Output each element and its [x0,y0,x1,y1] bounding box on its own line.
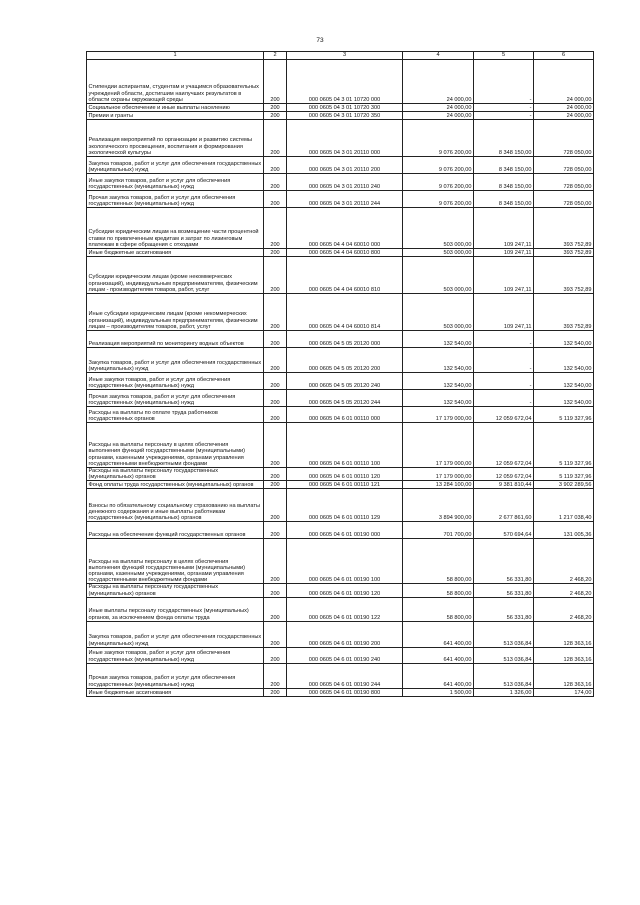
row-name: Премии и гранты [87,112,264,120]
row-approved-amount: 13 284 100,00 [403,481,474,489]
row-name: Закупка товаров, работ и услуг для обеспечения государственных (муниципальных) нужд [87,157,264,174]
table-row [87,539,594,584]
row-line-code: 200 [264,522,287,539]
row-line-code: 200 [264,489,287,522]
table-body [87,60,594,697]
row-remaining-amount: 3 902 289,56 [534,481,594,489]
row-line-code: 200 [264,407,287,423]
row-budget-code: 000 0605 04 3 01 10720 350 [287,112,403,120]
row-remaining-amount: 5 119 327,96 [534,423,594,468]
row-executed-amount: 109 247,11 [474,208,534,249]
row-budget-code: 000 0605 04 6 01 00110 100 [287,423,403,468]
row-name: Расходы на выплаты персоналу государственных (муниципальных) органов [87,584,264,597]
row-approved-amount: 58 800,00 [403,584,474,597]
table-row [87,407,594,423]
table-row [87,688,594,696]
row-executed-amount: - [474,112,534,120]
table-row [87,174,594,191]
row-remaining-amount: 393 752,89 [534,294,594,331]
table-row [87,348,594,373]
row-approved-amount: 132 540,00 [403,348,474,373]
row-executed-amount: 8 348 150,00 [474,191,534,208]
table-row [87,373,594,390]
row-name: Социальное обеспечение и иные выплаты населению [87,104,264,112]
table-row [87,489,594,522]
row-name: Реализация мероприятий по мониторингу водных объектов [87,331,264,348]
row-remaining-amount: 728 050,00 [534,174,594,191]
row-remaining-amount: 2 468,20 [534,584,594,597]
row-approved-amount: 9 076 200,00 [403,191,474,208]
row-line-code: 200 [264,294,287,331]
row-approved-amount: 17 179 000,00 [403,468,474,481]
row-approved-amount: 9 076 200,00 [403,120,474,157]
row-remaining-amount: 5 119 327,96 [534,468,594,481]
row-name: Иные закупки товаров, работ и услуг для обеспечения государственных (муниципальных) нужд [87,647,264,663]
row-line-code: 200 [264,539,287,584]
row-budget-code: 000 0605 04 4 04 60010 810 [287,257,403,294]
row-budget-code: 000 0605 04 6 01 00190 240 [287,647,403,663]
row-name: Взносы по обязательному социальному страхованию на выплаты денежного содержания и иные выплаты работникам государственных (муниципальных) органов [87,489,264,522]
row-line-code: 200 [264,584,287,597]
row-remaining-amount: 174,00 [534,688,594,696]
row-line-code: 200 [264,390,287,407]
row-budget-code: 000 0605 04 3 01 10720 000 [287,60,403,104]
row-line-code: 200 [264,208,287,249]
row-executed-amount: 513 036,84 [474,663,534,688]
row-approved-amount: 1 500,00 [403,688,474,696]
page-number: 73 [316,37,324,44]
row-name: Реализация мероприятий по организации и развитию системы экологического просвещения, воспитания и формирования экологической культуры [87,120,264,157]
row-budget-code: 000 0605 04 5 05 20120 240 [287,373,403,390]
row-executed-amount: - [474,60,534,104]
row-line-code: 200 [264,647,287,663]
row-executed-amount: 8 348 150,00 [474,120,534,157]
row-approved-amount: 9 076 200,00 [403,157,474,174]
row-approved-amount: 641 400,00 [403,663,474,688]
row-line-code: 200 [264,60,287,104]
row-remaining-amount: 728 050,00 [534,157,594,174]
row-remaining-amount: 132 540,00 [534,331,594,348]
row-budget-code: 000 0605 04 6 01 00190 200 [287,621,403,647]
row-approved-amount: 641 400,00 [403,621,474,647]
row-name: Иные субсидии юридическим лицам (кроме некоммерческих организаций), индивидуальным предпринимателям, физическим лицам – производителям товаров, работ, услуг [87,294,264,331]
row-remaining-amount: 24 000,00 [534,60,594,104]
table-row [87,468,594,481]
row-budget-code: 000 0605 04 6 01 00190 800 [287,688,403,696]
row-line-code: 200 [264,423,287,468]
row-line-code: 200 [264,104,287,112]
row-remaining-amount: 2 468,20 [534,539,594,584]
row-remaining-amount: 393 752,89 [534,249,594,257]
row-executed-amount: 109 247,11 [474,249,534,257]
row-budget-code: 000 0605 04 3 01 20110 200 [287,157,403,174]
row-approved-amount: 24 000,00 [403,104,474,112]
row-name: Прочая закупка товаров, работ и услуг для обеспечения государственных (муниципальных) нужд [87,390,264,407]
row-approved-amount: 58 800,00 [403,597,474,621]
row-remaining-amount: 131 005,36 [534,522,594,539]
row-budget-code: 000 0605 04 5 05 20120 000 [287,331,403,348]
table-row [87,663,594,688]
row-name: Иные закупки товаров, работ и услуг для обеспечения государственных (муниципальных) нужд [87,373,264,390]
column-header-3: 3 [287,52,403,60]
table-row [87,621,594,647]
row-remaining-amount: 132 540,00 [534,373,594,390]
row-budget-code: 000 0605 04 6 01 00110 120 [287,468,403,481]
row-budget-code: 000 0605 04 5 05 20120 200 [287,348,403,373]
row-name: Расходы на выплаты персоналу в целях обеспечения выполнения функций государственными (муниципальными) органами, казенными учреждениями, органами управления государственными внебюджетными фондами [87,539,264,584]
row-line-code: 200 [264,663,287,688]
row-name: Расходы на выплаты персоналу в целях обеспечения выполнения функций государственными (муниципальными) органами, казенными учреждениями, органами управления государственными внебюджетными фондами [87,423,264,468]
table-row [87,120,594,157]
row-budget-code: 000 0605 04 3 01 20110 240 [287,174,403,191]
table-row [87,208,594,249]
row-executed-amount: 56 331,80 [474,584,534,597]
row-approved-amount: 132 540,00 [403,390,474,407]
row-name: Стипендии аспирантам, студентам и учащимся образовательных учреждений области, достигшим наилучших результатов в области охраны окружающей среды [87,60,264,104]
row-line-code: 200 [264,157,287,174]
row-remaining-amount: 2 468,20 [534,597,594,621]
row-approved-amount: 58 800,00 [403,539,474,584]
row-approved-amount: 701 700,00 [403,522,474,539]
row-budget-code: 000 0605 04 6 01 00110 121 [287,481,403,489]
row-executed-amount: 1 326,00 [474,688,534,696]
row-name: Расходы на выплаты по оплате труда работников государственных органов [87,407,264,423]
row-remaining-amount: 728 050,00 [534,120,594,157]
row-name: Субсидии юридическим лицам (кроме некоммерческих организаций), индивидуальным предпринимателям, физическим лицам - производителям товаров, работ, услуг [87,257,264,294]
row-remaining-amount: 393 752,89 [534,257,594,294]
row-budget-code: 000 0605 04 4 04 60010 000 [287,208,403,249]
table-row [87,249,594,257]
row-approved-amount: 503 000,00 [403,208,474,249]
row-name: Иные выплаты персоналу государственных (муниципальных) органов, за исключением фонда оплаты труда [87,597,264,621]
row-name: Расходы на обеспечение функций государственных органов [87,522,264,539]
row-line-code: 200 [264,468,287,481]
row-remaining-amount: 24 000,00 [534,104,594,112]
row-line-code: 200 [264,120,287,157]
row-executed-amount: 2 677 861,60 [474,489,534,522]
row-executed-amount: - [474,390,534,407]
row-line-code: 200 [264,331,287,348]
table-row [87,584,594,597]
row-line-code: 200 [264,348,287,373]
row-budget-code: 000 0605 04 3 01 20110 244 [287,191,403,208]
row-approved-amount: 24 000,00 [403,60,474,104]
table-row [87,60,594,104]
row-executed-amount: 8 348 150,00 [474,157,534,174]
table-row [87,481,594,489]
column-number-row [87,52,594,60]
row-line-code: 200 [264,191,287,208]
row-remaining-amount: 128 363,16 [534,621,594,647]
row-name: Закупка товаров, работ и услуг для обеспечения государственных (муниципальных) нужд [87,621,264,647]
row-budget-code: 000 0605 04 4 04 60010 814 [287,294,403,331]
row-budget-code: 000 0605 04 6 01 00190 100 [287,539,403,584]
row-approved-amount: 503 000,00 [403,294,474,331]
row-budget-code: 000 0605 04 6 01 00110 000 [287,407,403,423]
row-executed-amount: - [474,331,534,348]
row-approved-amount: 641 400,00 [403,647,474,663]
row-remaining-amount: 132 540,00 [534,348,594,373]
column-header-4: 4 [403,52,474,60]
row-approved-amount: 3 894 900,00 [403,489,474,522]
table-row [87,423,594,468]
budget-table [86,51,594,697]
row-line-code: 200 [264,481,287,489]
row-executed-amount: 12 059 672,04 [474,423,534,468]
row-remaining-amount: 728 050,00 [534,191,594,208]
row-name: Прочая закупка товаров, работ и услуг для обеспечения государственных (муниципальных) нужд [87,663,264,688]
row-budget-code: 000 0605 04 4 04 60010 800 [287,249,403,257]
row-budget-code: 000 0605 04 6 01 00190 000 [287,522,403,539]
row-line-code: 200 [264,373,287,390]
row-executed-amount: - [474,104,534,112]
row-name: Прочая закупка товаров, работ и услуг для обеспечения государственных (муниципальных) нужд [87,191,264,208]
row-executed-amount: 109 247,11 [474,294,534,331]
row-remaining-amount: 393 752,89 [534,208,594,249]
row-budget-code: 000 0605 04 6 01 00190 244 [287,663,403,688]
row-name: Иные закупки товаров, работ и услуг для обеспечения государственных (муниципальных) нужд [87,174,264,191]
row-remaining-amount: 128 363,16 [534,647,594,663]
row-executed-amount: 109 247,11 [474,257,534,294]
column-header-5: 5 [474,52,534,60]
table-row [87,331,594,348]
row-name: Иные бюджетные ассигнования [87,688,264,696]
row-name: Иные бюджетные ассигнования [87,249,264,257]
table-row [87,157,594,174]
row-approved-amount: 132 540,00 [403,373,474,390]
row-executed-amount: 513 036,84 [474,621,534,647]
row-line-code: 200 [264,249,287,257]
row-remaining-amount: 24 000,00 [534,112,594,120]
row-remaining-amount: 128 363,16 [534,663,594,688]
row-line-code: 200 [264,597,287,621]
row-executed-amount: 570 694,64 [474,522,534,539]
table-row [87,522,594,539]
row-executed-amount: - [474,348,534,373]
table-row [87,597,594,621]
row-executed-amount: 12 059 672,04 [474,407,534,423]
row-name: Закупка товаров, работ и услуг для обеспечения государственных (муниципальных) нужд [87,348,264,373]
row-line-code: 200 [264,112,287,120]
row-approved-amount: 17 179 000,00 [403,407,474,423]
row-executed-amount: 56 331,80 [474,539,534,584]
row-executed-amount: 12 059 672,04 [474,468,534,481]
row-remaining-amount: 5 119 327,96 [534,407,594,423]
row-name: Фонд оплаты труда государственных (муниципальных) органов [87,481,264,489]
table-row [87,647,594,663]
row-executed-amount: 8 348 150,00 [474,174,534,191]
row-budget-code: 000 0605 04 3 01 20110 000 [287,120,403,157]
row-executed-amount: 56 331,80 [474,597,534,621]
table-row [87,104,594,112]
table-row [87,112,594,120]
row-executed-amount: 9 381 810,44 [474,481,534,489]
table-row [87,191,594,208]
row-line-code: 200 [264,621,287,647]
row-approved-amount: 132 540,00 [403,331,474,348]
row-budget-code: 000 0605 04 5 05 20120 244 [287,390,403,407]
row-budget-code: 000 0605 04 3 01 10720 300 [287,104,403,112]
row-name: Расходы на выплаты персоналу государственных (муниципальных) органов [87,468,264,481]
row-budget-code: 000 0605 04 6 01 00110 129 [287,489,403,522]
table-row [87,390,594,407]
row-remaining-amount: 132 540,00 [534,390,594,407]
row-line-code: 200 [264,174,287,191]
row-name: Субсидии юридическим лицам на возмещение части процентной ставки по привлеченным кредитам и затрат по лизинговым платежам в сфере обращения с отходами [87,208,264,249]
row-budget-code: 000 0605 04 6 01 00190 122 [287,597,403,621]
row-executed-amount: - [474,373,534,390]
row-budget-code: 000 0605 04 6 01 00190 120 [287,584,403,597]
row-approved-amount: 503 000,00 [403,249,474,257]
column-header-2: 2 [264,52,287,60]
table-row [87,294,594,331]
table-row [87,257,594,294]
row-approved-amount: 9 076 200,00 [403,174,474,191]
row-approved-amount: 503 000,00 [403,257,474,294]
column-header-6: 6 [534,52,594,60]
column-header-1: 1 [87,52,264,60]
row-remaining-amount: 1 217 038,40 [534,489,594,522]
row-approved-amount: 24 000,00 [403,112,474,120]
row-line-code: 200 [264,688,287,696]
row-executed-amount: 513 036,84 [474,647,534,663]
row-approved-amount: 17 179 000,00 [403,423,474,468]
row-line-code: 200 [264,257,287,294]
